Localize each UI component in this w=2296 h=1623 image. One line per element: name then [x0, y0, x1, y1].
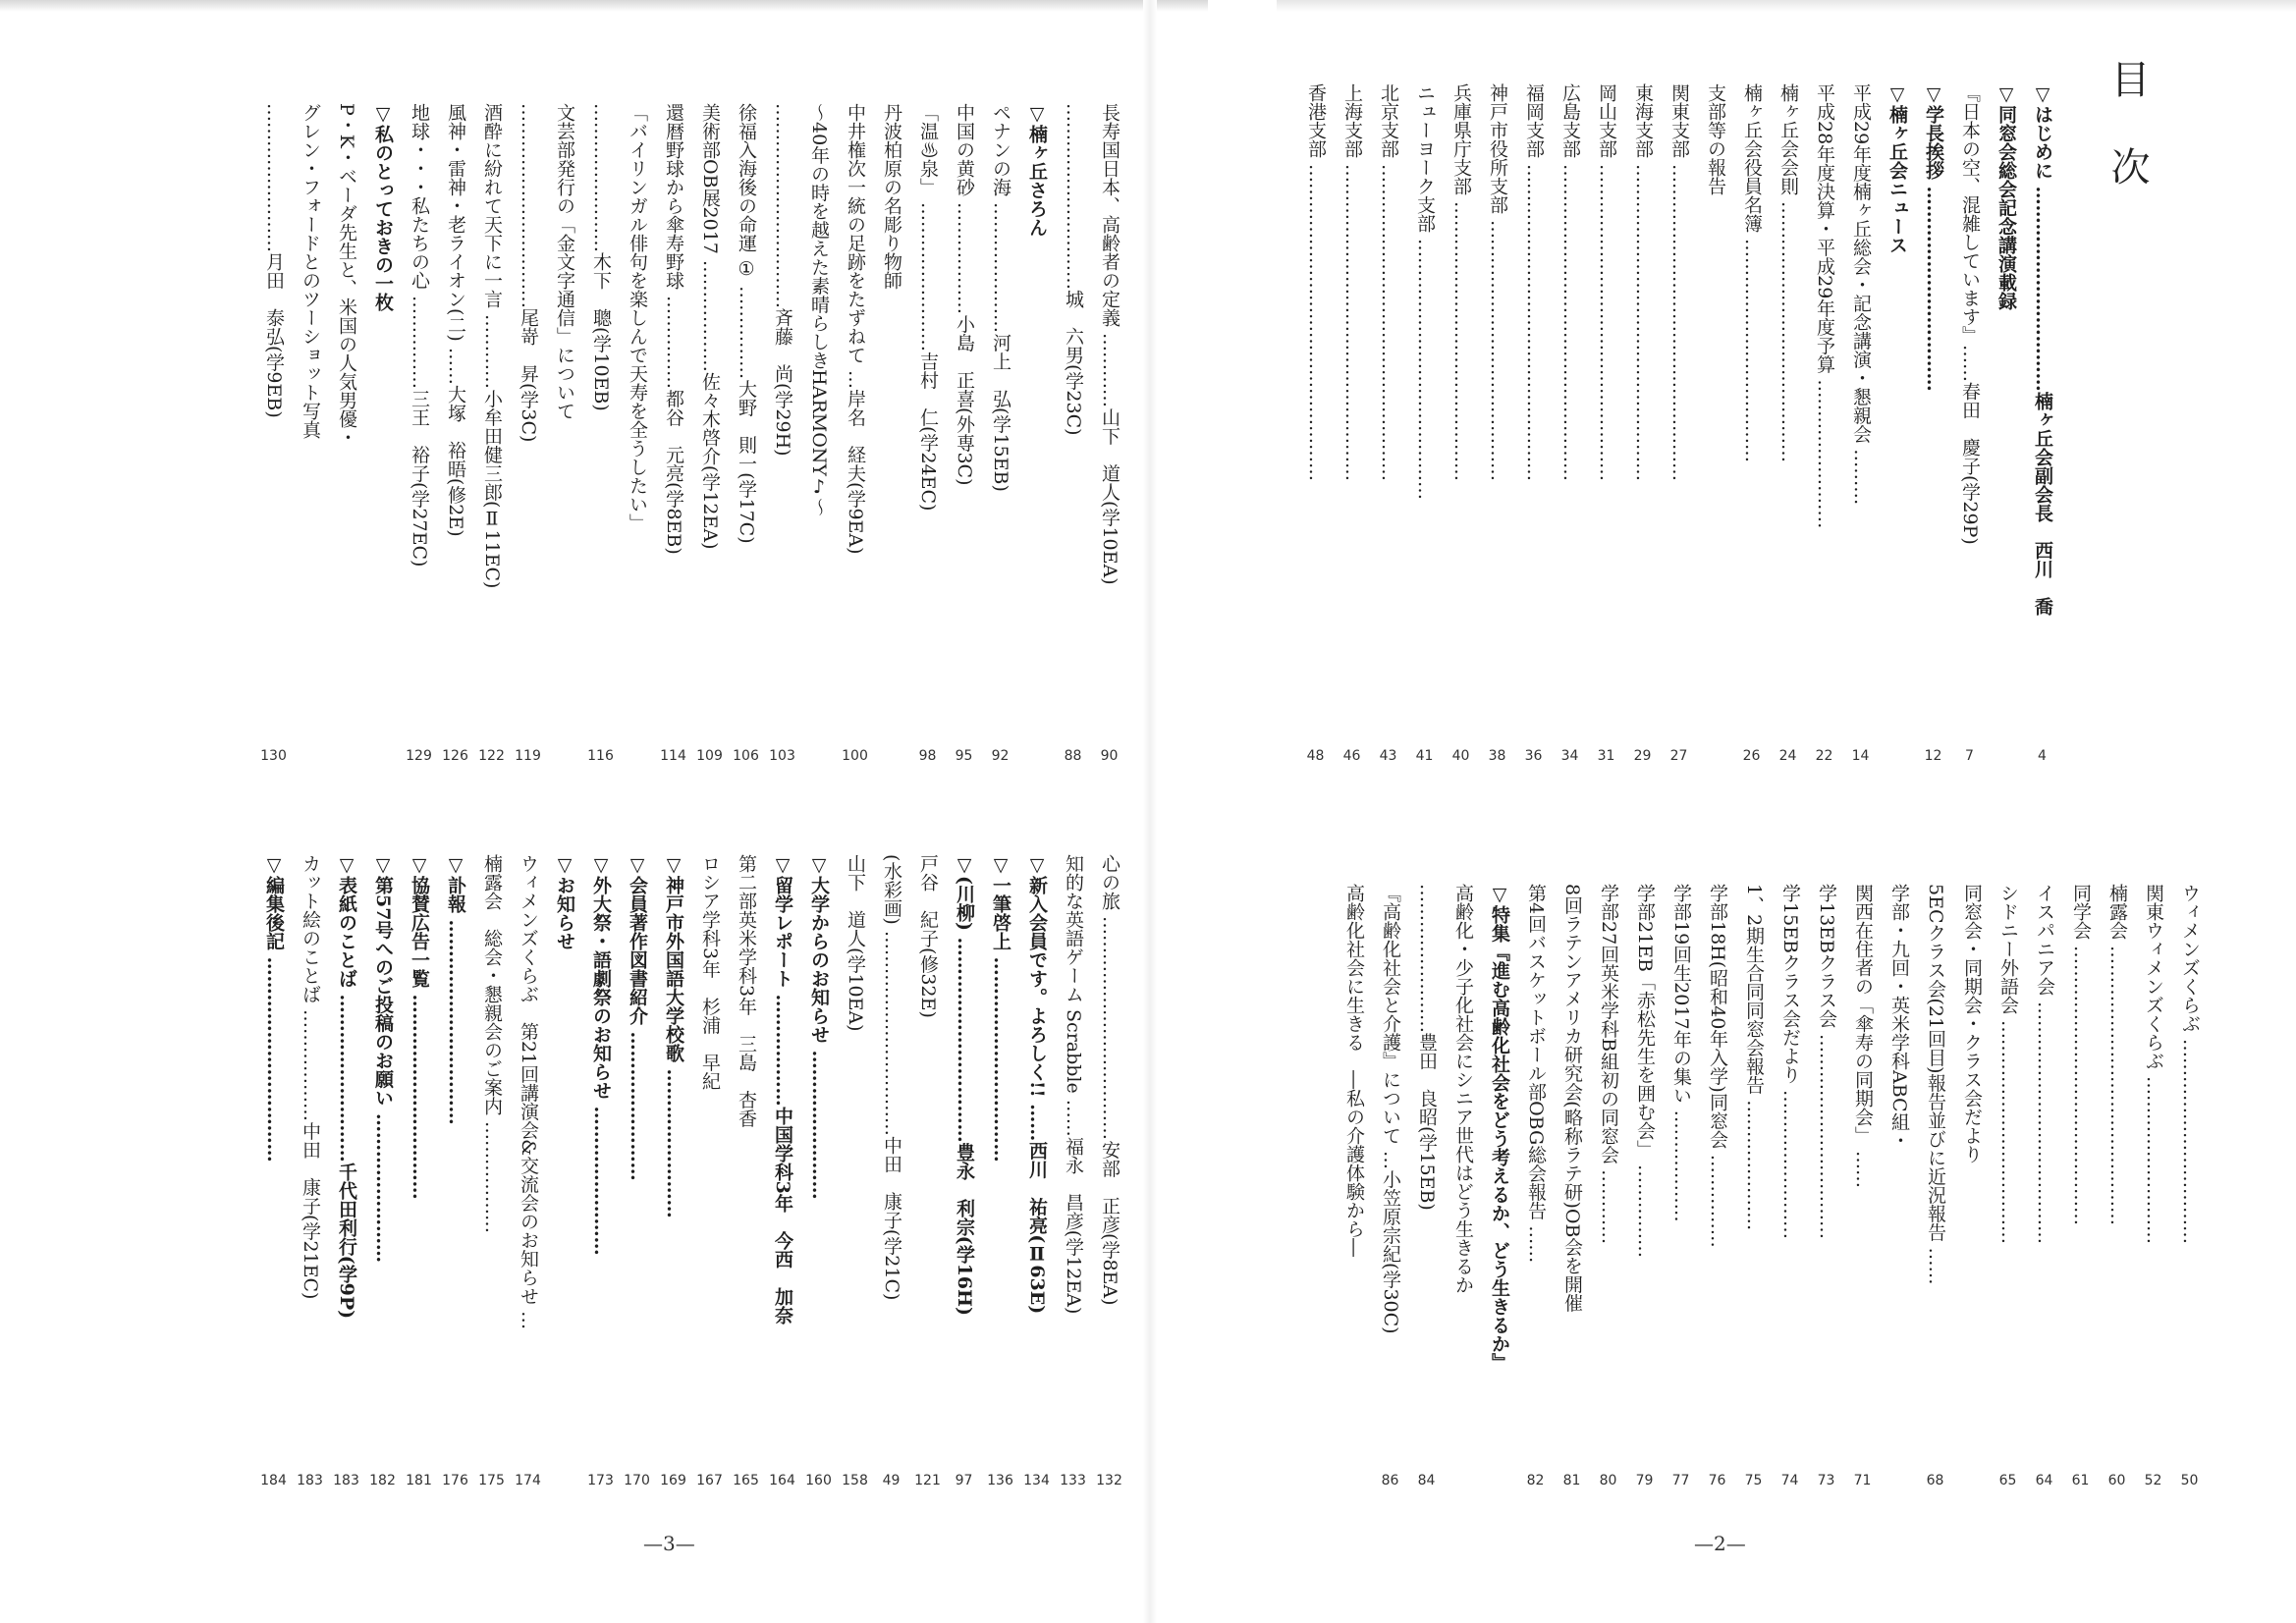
toc-entry: ▽表紙のことば ………………………千代田利行(学9P) [336, 854, 357, 1320]
toc-entry: 東海支部 …………………………………………… [1632, 83, 1654, 482]
toc-entry: ▽お知らせ [554, 854, 575, 950]
toc-page-number: 176 [442, 1473, 468, 1488]
toc-entry: ▽会員著作図書紹介 …………………… [627, 854, 648, 1181]
toc-page-number: 173 [587, 1473, 614, 1488]
toc-page-number: 12 [1924, 748, 1942, 764]
toc-entry: 関東支部 …………………………………………… [1668, 83, 1690, 482]
toc-entry: 広島支部 …………………………………………… [1559, 83, 1581, 482]
toc-entry: 『日本の空、混雑しています』……春田 慶子(学29P) [1959, 83, 1981, 545]
page-number-left: —3— [643, 1532, 695, 1555]
toc-entry: 楠ヶ丘会役員名簿 ……………………………… [1741, 83, 1763, 463]
toc-page-number: 103 [769, 748, 795, 764]
toc-entry: ウィメンズくらぶ …………………………… [2179, 884, 2201, 1245]
toc-entry: 中井権次一統の足跡をたずねて …岸名 経夫(学9EA) [845, 103, 866, 555]
page-number-right: —2— [1694, 1532, 1746, 1555]
toc-entry: 「温♨泉」 ……………………吉村 仁(学24EC) [917, 103, 939, 512]
toc-page-number: 82 [1526, 1473, 1545, 1488]
toc-entry: 学部18H(昭和40年入学)同窓会 …………… [1707, 884, 1728, 1248]
toc-entry: 8回ラテンアメリカ研究会(略称ラテ研)OB会を開催 [1561, 884, 1583, 1313]
toc-entry: ……………………木下 聰(学10EB) [590, 103, 612, 411]
toc-entry: …………………………城 六男(学23C) [1063, 103, 1084, 436]
toc-entry: 関東ウィメンズくらぶ ……………………… [2143, 884, 2164, 1245]
toc-entry: シドニー外語会 ……………………………… [1997, 884, 2019, 1245]
toc-entry: 支部等の報告 [1705, 83, 1726, 195]
toc-page-number: 65 [1998, 1473, 2017, 1488]
toc-page-number: 160 [805, 1473, 832, 1488]
toc-page-number: 41 [1415, 748, 1434, 764]
toc-page-number: 164 [769, 1473, 795, 1488]
toc-entry: ▽一筆啓上 …………………………… [990, 854, 1011, 1163]
toc-page-number: 27 [1669, 748, 1688, 764]
toc-page-number: 46 [1342, 748, 1361, 764]
toc-page-number: 175 [478, 1473, 505, 1488]
toc-page-number: 129 [406, 748, 432, 764]
toc-page-number: 75 [1744, 1473, 1763, 1488]
toc-entry: ……………………………尾嵜 昇(学3C) [518, 103, 539, 443]
toc-page-number: 68 [1926, 1473, 1944, 1488]
toc-entry: ……………………月田 泰弘(学9EB) [263, 103, 285, 418]
toc-entry: 〜40年の時を越えた素晴らしきHARMONY♪〜 [808, 103, 830, 516]
toc-page-number: 183 [333, 1473, 359, 1488]
toc-entry: 1、2期生合同同窓会報告 ………………… [1743, 884, 1765, 1231]
toc-page-number: 73 [1817, 1473, 1835, 1488]
toc-entry: グレン・フォードとのツーショット写真 [300, 103, 321, 439]
toc-entry: 徐福入海後の命運 ① ……………大野 則一(学17C) [736, 103, 757, 544]
toc-entry: ペナンの海 …………………河上 弘(学15EB) [990, 103, 1011, 492]
toc-right-top [1297, 83, 2060, 751]
toc-page-number: 122 [478, 748, 505, 764]
toc-page-number: 50 [2180, 1473, 2199, 1488]
toc-entry: 第4回バスケットボール部OBG総会報告 …… [1525, 884, 1547, 1264]
toc-entry: ▽特集『進む高齢化社会をどう考えるか、どう生きるか』 [1489, 884, 1510, 1372]
toc-page-number: 130 [260, 748, 287, 764]
toc-page-number: 26 [1742, 748, 1761, 764]
toc-entry: 知的な英語ゲーム Scrabble ……福永 昌彦(学12EA) [1063, 854, 1084, 1315]
toc-entry: ▽楠ヶ丘さろん [1026, 103, 1048, 237]
toc-entry: 長寿国日本、高齢者の定義 …………山下 道人(学10EA) [1099, 103, 1121, 585]
toc-page-number: 24 [1778, 748, 1797, 764]
toc-page-number: 36 [1524, 748, 1543, 764]
toc-left-bottom [255, 854, 1127, 1453]
page-title: 目 次 [2105, 59, 2150, 203]
toc-page-number: 183 [297, 1473, 323, 1488]
toc-entry: 山下 道人(学10EA) [845, 854, 866, 1032]
toc-page-number: 29 [1633, 748, 1652, 764]
toc-entry: 北京支部 …………………………………………… [1378, 83, 1399, 482]
toc-entry: ニューヨーク支部 …………………………………… [1414, 83, 1436, 501]
toc-entry: ▽(川柳) ……………………………豊永 利宗(学16H) [954, 854, 975, 1316]
toc-page-number: 134 [1023, 1473, 1050, 1488]
toc-page-number: 100 [842, 748, 868, 764]
toc-page-number: 90 [1100, 748, 1119, 764]
toc-page-number: 167 [696, 1473, 723, 1488]
toc-page-number: 158 [842, 1473, 868, 1488]
toc-page-number: 14 [1851, 748, 1870, 764]
toc-entry: 高齢化社会に生きる ―私の介護体験から― [1343, 884, 1365, 1257]
toc-page-number: 43 [1379, 748, 1397, 764]
toc-entry: 学部・九回・英米学科ABC組・ [1888, 884, 1910, 1150]
toc-page-number: 22 [1815, 748, 1833, 764]
toc-page-number: 81 [1562, 1473, 1581, 1488]
toc-page-number: 126 [442, 748, 468, 764]
toc-entry: 平成28年度決算・平成29年度予算 …………………… [1814, 83, 1835, 529]
toc-page-number: 114 [660, 748, 686, 764]
toc-entry: 5ECクラス会(21回目)報告並びに近況報告 …… [1925, 884, 1946, 1285]
toc-entry: ▽はじめに ……………………………楠ヶ丘会副会長 西川 喬 [2032, 83, 2053, 616]
toc-page-number: 184 [260, 1473, 287, 1488]
toc-page-number: 121 [914, 1473, 941, 1488]
toc-entry: ▽私のとっておきの一枚 [372, 103, 394, 311]
page-spine [1143, 0, 1157, 1623]
toc-entry: ▽楠ヶ丘会ニュース [1886, 83, 1908, 254]
toc-entry: 平成29年度楠ヶ丘総会・記念講演・懇親会 ……… [1850, 83, 1872, 506]
toc-entry: ▽第57号へのご投稿のお願い …………………… [372, 854, 394, 1264]
toc-entry: カット絵のことば ………………中田 康子(学21EC) [300, 854, 321, 1300]
toc-page-number: 98 [918, 748, 937, 764]
toc-entry: 学13EBクラス会 …………………………… [1816, 884, 1837, 1240]
toc-entry: ▽編集後記 …………………………… [263, 854, 285, 1163]
toc-entry: 戸谷 紀子(修32E) [917, 854, 939, 1018]
toc-entry: P・K・ベーダ先生と、米国の人気男優・ [336, 103, 357, 447]
toc-entry: ▽協賛広告一覧 …………………………… [409, 854, 430, 1200]
toc-entry: 風神・雷神・老ライオン(二) ……大塚 裕晤(修2E) [445, 103, 466, 537]
toc-entry: 心の旅 ………………………………安部 正彦(学8EA) [1099, 854, 1121, 1306]
toc-entry: 地球・・・私たちの心 ……………三王 裕子(学27EC) [409, 103, 430, 568]
toc-page-number: 74 [1780, 1473, 1799, 1488]
toc-entry: 第二部英米学科3年 三島 杏香 [736, 854, 757, 1128]
toc-entry: 高齢化・少子化社会にシニア世代はどう生きるか [1452, 884, 1474, 1294]
toc-page-number: 97 [955, 1473, 973, 1488]
toc-page-number: 182 [369, 1473, 396, 1488]
toc-page-number: 165 [733, 1473, 759, 1488]
toc-entry: 学15EBクラス会だより …………………… [1779, 884, 1801, 1240]
toc-entry: ▽留学レポート ………………中国学科3年 今西 加奈 [772, 854, 793, 1325]
toc-page-number: 52 [2144, 1473, 2162, 1488]
toc-entry: ▽訃報 …………………………… [445, 854, 466, 1125]
toc-entry: 「バイリンガル俳句を楽しんで天寿を全うしたい」 [627, 103, 648, 532]
toc-entry: 酒酔に紛れて天下に一言 …………小牟田健三郎(Ⅱ11EC) [481, 103, 503, 589]
toc-entry: 上海支部 …………………………………………… [1341, 83, 1363, 482]
toc-entry: ▽同窓会総会記念講演載録 [1995, 83, 2017, 310]
toc-entry: 兵庫県庁支部 ……………………………………… [1450, 83, 1472, 482]
toc-page-number: 80 [1599, 1473, 1617, 1488]
toc-entry: 学部27回英米学科B組初の同窓会 ………… [1598, 884, 1619, 1245]
toc-entry: 中国の黄砂 ………………小島 正喜(外専3C) [954, 103, 975, 486]
scan-edge-left [0, 0, 1208, 12]
toc-entry: イスパニア会 ………………………………… [2034, 884, 2055, 1245]
toc-page-number: 169 [660, 1473, 686, 1488]
toc-entry: 学部21EB「赤松先生を囲む会」 …………… [1634, 884, 1656, 1259]
toc-page-number: 38 [1488, 748, 1506, 764]
toc-page-number: 76 [1708, 1473, 1726, 1488]
toc-entry: 関西在住者の「傘寿の同期会」 …… [1852, 884, 1874, 1189]
toc-page-number: 31 [1597, 748, 1615, 764]
toc-page-number: 60 [2107, 1473, 2126, 1488]
toc-entry: 学部19回生2017年の集い ……………… [1670, 884, 1692, 1222]
toc-page-number: 116 [587, 748, 614, 764]
toc-entry: 還暦野球から傘寿野球 ……………都谷 元亮(学8EB) [663, 103, 684, 555]
toc-page-number: 86 [1381, 1473, 1399, 1488]
toc-entry: ロシア学科3年 杉浦 早紀 [699, 854, 721, 1091]
toc-page-number: 77 [1671, 1473, 1690, 1488]
toc-page-number: 92 [991, 748, 1010, 764]
toc-page-number: 34 [1560, 748, 1579, 764]
toc-page-number: 84 [1417, 1473, 1436, 1488]
toc-entry: 岡山支部 …………………………………………… [1596, 83, 1617, 482]
toc-entry: ▽外大祭・語劇祭のお知らせ …………………… [590, 854, 612, 1256]
toc-page-number: 40 [1451, 748, 1470, 764]
toc-entry: ▽神戸市外国語大学校歌 …………………… [663, 854, 684, 1218]
toc-entry: 楠露会 総会・懇親会のご案内 ……………… [481, 854, 503, 1234]
toc-page-number: 109 [696, 748, 723, 764]
toc-right-bottom [1336, 884, 2208, 1443]
toc-entry: ▽学長挨拶 …………………………… [1923, 83, 1944, 392]
toc-entry: ▽新入会員です。よろしく!! ……西川 祐亮(Ⅱ63E) [1026, 854, 1048, 1315]
toc-entry: 同学会 ……………………………………… [2070, 884, 2092, 1226]
toc-page-number: 48 [1306, 748, 1325, 764]
toc-entry: ……………………………斉藤 尚(学29H) [772, 103, 793, 457]
toc-entry: (水彩画) ……………………………中田 康子(学21C) [881, 854, 902, 1301]
toc-entry: ……………………豊田 良昭(学15EB) [1416, 884, 1438, 1211]
toc-entry: 楠ヶ丘会会則 …………………………………… [1777, 83, 1799, 463]
toc-page-number: 133 [1060, 1473, 1086, 1488]
toc-page-number: 136 [987, 1473, 1013, 1488]
toc-page-number: 174 [515, 1473, 541, 1488]
toc-entry: 神戸市役所支部 …………………………………… [1487, 83, 1508, 482]
toc-page-number: 88 [1064, 748, 1082, 764]
toc-page-number: 71 [1853, 1473, 1872, 1488]
toc-page-number: 64 [2035, 1473, 2053, 1488]
toc-entry: 文芸部発行の「金文字通信」について [554, 103, 575, 420]
toc-entry: 美術部OB展2017 ………………佐々木啓介(学12EA) [699, 103, 721, 550]
toc-page-number: 49 [882, 1473, 901, 1488]
toc-page-number: 106 [733, 748, 759, 764]
toc-page-number: 7 [1965, 748, 1974, 764]
toc-page-number: 61 [2071, 1473, 2090, 1488]
toc-page-number: 95 [955, 748, 973, 764]
toc-entry: 同窓会・同期会・クラス会だより [1961, 884, 1983, 1163]
toc-page-number: 181 [406, 1473, 432, 1488]
toc-page-number: 119 [515, 748, 541, 764]
toc-entry: 丹波柏原の名彫り物師 [881, 103, 902, 290]
scan-edge-right [1277, 0, 2296, 12]
toc-page-number: 79 [1635, 1473, 1654, 1488]
toc-page-number: 132 [1096, 1473, 1122, 1488]
toc-entry: 福岡支部 …………………………………………… [1523, 83, 1545, 482]
toc-entry: 『高齢化社会と介護』について …小笠原宗紀(学30C) [1380, 884, 1401, 1334]
toc-entry: 楠露会 ……………………………………… [2106, 884, 2128, 1226]
toc-entry: 香港支部 …………………………………………… [1305, 83, 1327, 482]
toc-entry: ▽大学からのお知らせ …………………… [808, 854, 830, 1200]
toc-entry: ウィメンズくらぶ 第21回講演会&交流会のお知らせ … [518, 854, 539, 1330]
toc-page-number: 4 [2038, 748, 2047, 764]
toc-left-top [255, 103, 1127, 731]
toc-page-number: 170 [624, 1473, 650, 1488]
